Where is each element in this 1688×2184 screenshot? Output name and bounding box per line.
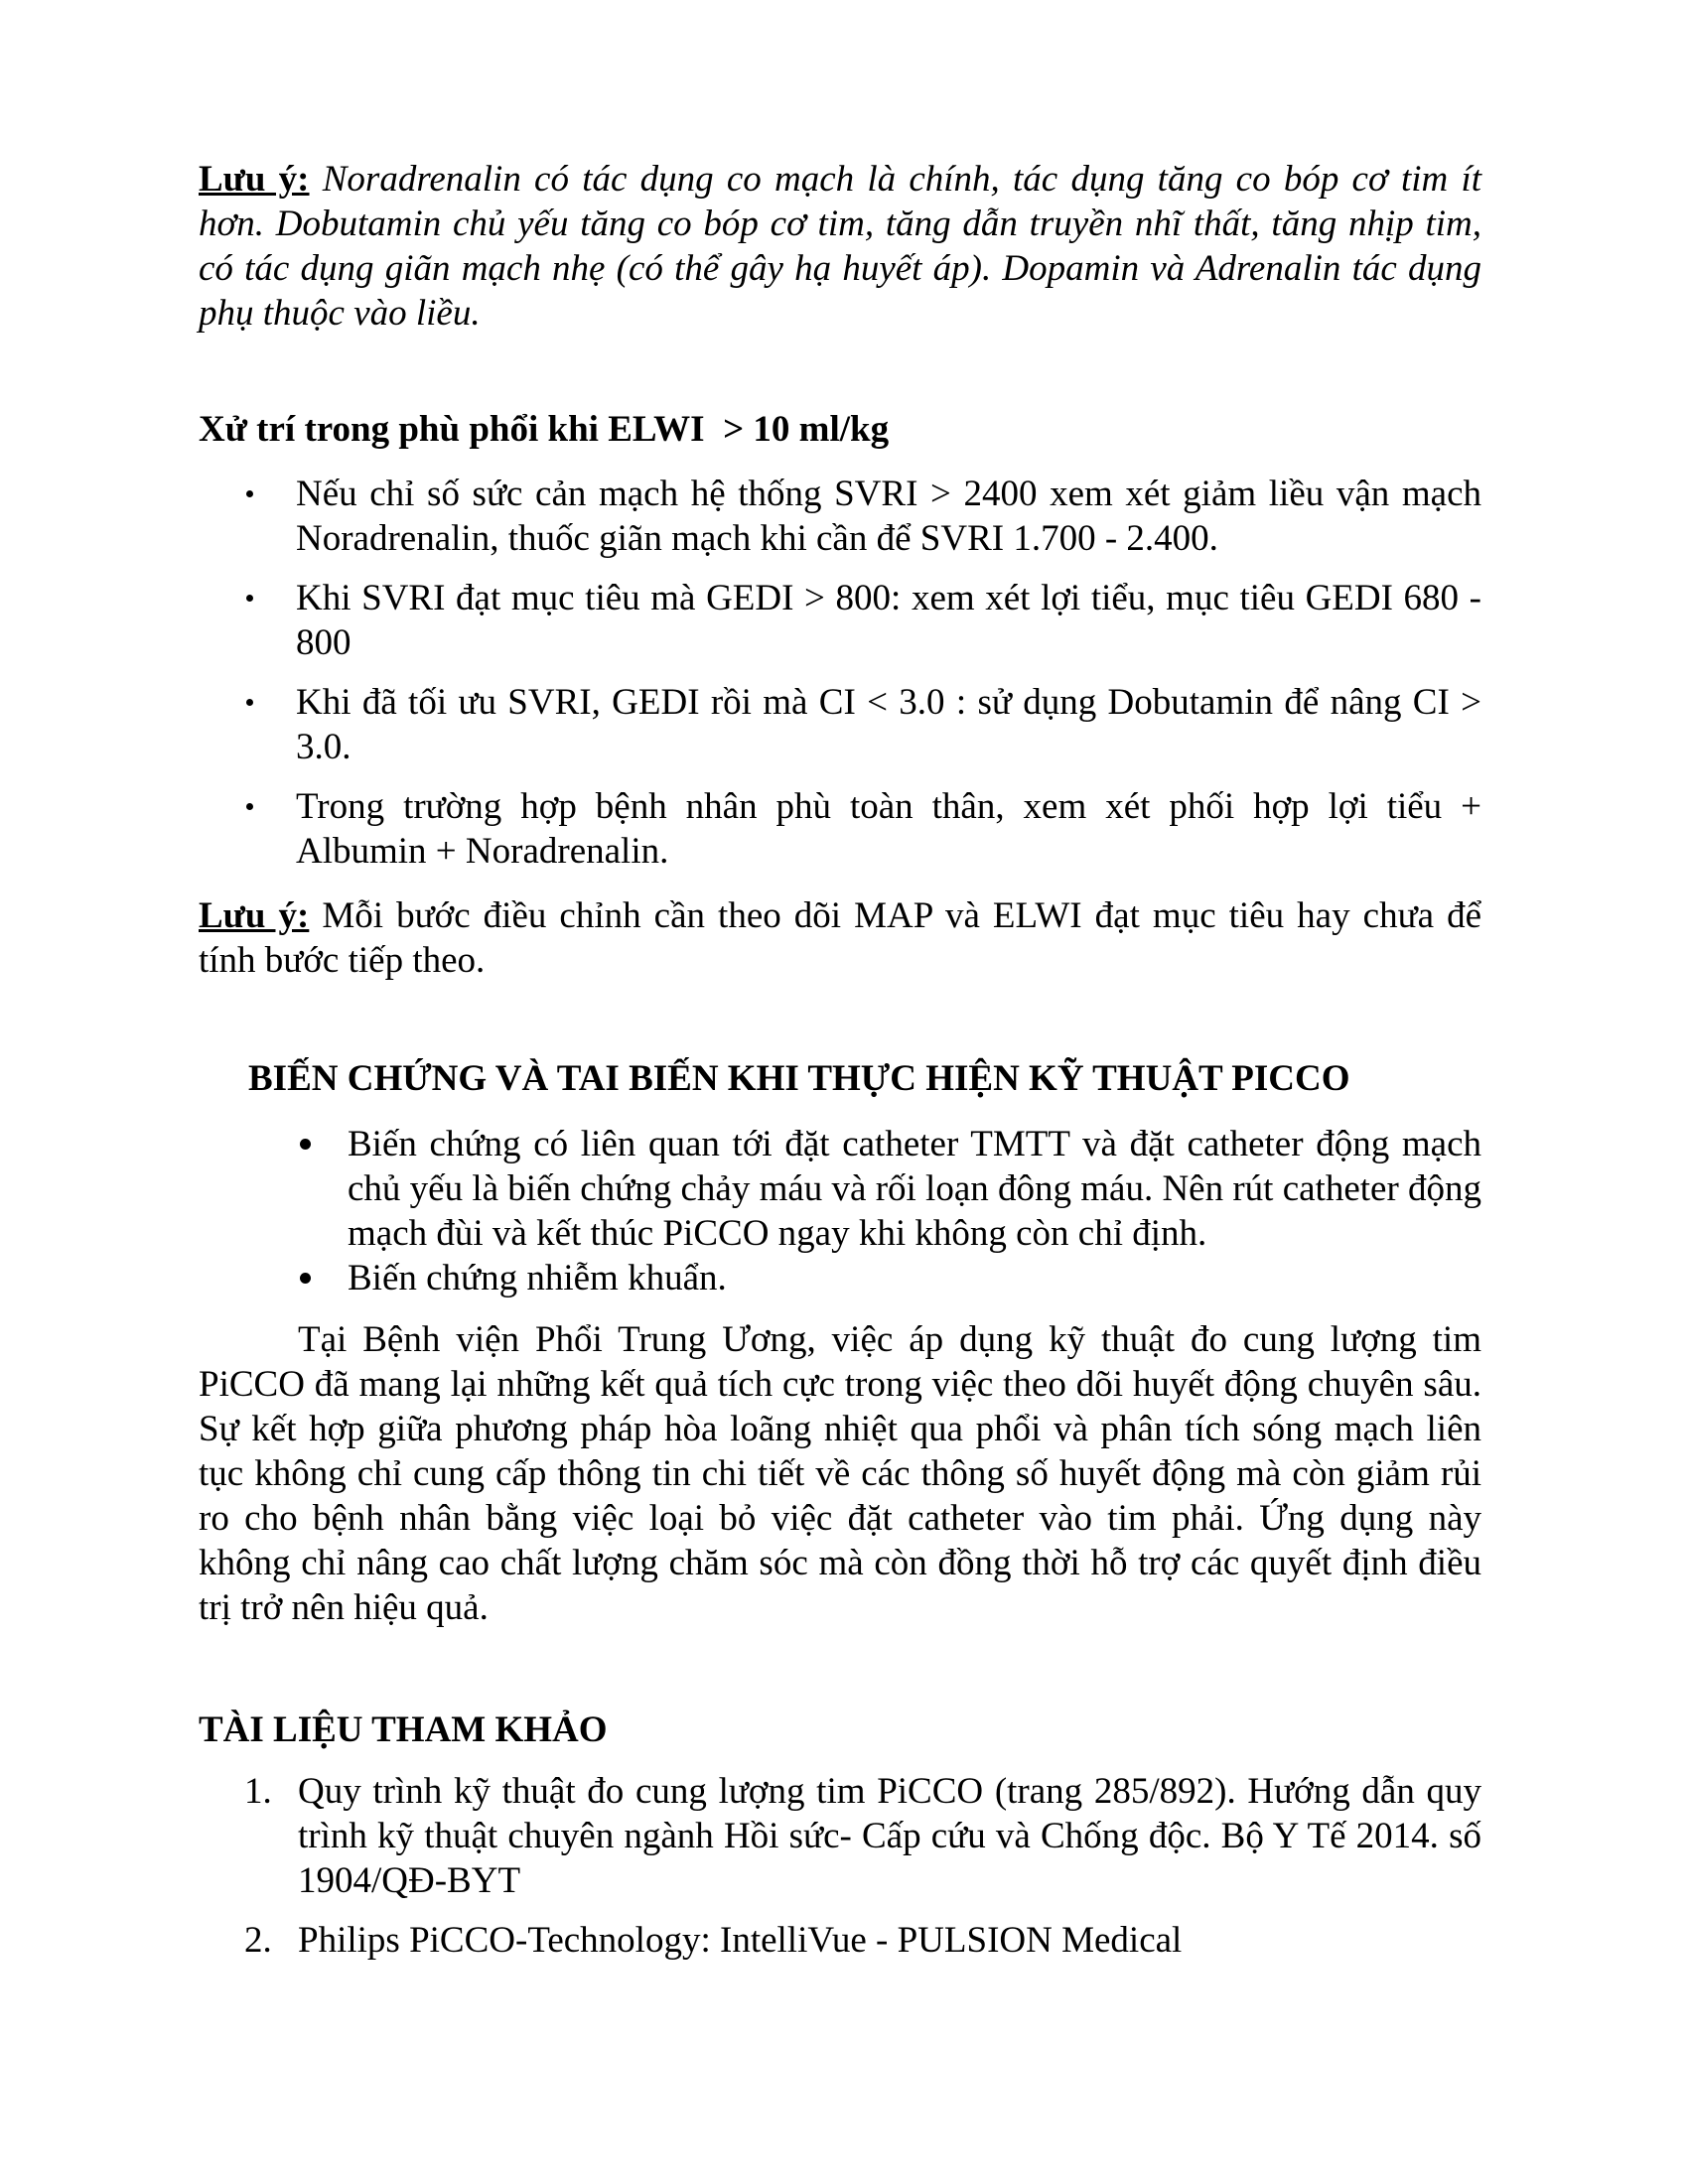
list-item-text: Khi đã tối ưu SVRI, GEDI rồi mà CI < 3.0 : sử dụng Dobutamin để nâng CI > 3.0.	[296, 682, 1481, 767]
list-item	[248, 1256, 1481, 1300]
bullet-icon	[246, 803, 253, 810]
bullet-icon	[246, 595, 253, 602]
list-item-text: Trong trường hợp bệnh nhân phù toàn thân, xem xét phối hợp lợi tiểu + Albumin + Noradrenalin.	[296, 786, 1481, 872]
reference-text: Quy trình kỹ thuật đo cung lượng tim PiCCO (trang 285/892). Hướng dẫn quy trình kỹ thuật chuyên ngành Hồi sức- Cấp cứu và Chống độc. Bộ Y Tế 2014. số 1904/QĐ-BYT	[298, 1771, 1481, 1901]
reference-text: Philips PiCCO-Technology: IntelliVue - PULSION Medical	[298, 1920, 1183, 1961]
list-item-text: Biến chứng nhiễm khuẩn.	[348, 1258, 727, 1298]
bullet-icon	[246, 699, 253, 706]
bullet-icon	[300, 1139, 311, 1150]
note-monitoring	[199, 893, 1481, 983]
bullet-icon	[246, 490, 253, 497]
bullet-icon	[300, 1273, 311, 1284]
note-label: Lưu ý:	[199, 895, 310, 936]
heading-references: TÀI LIỆU THAM KHẢO	[199, 1709, 608, 1750]
reference-number: 1.	[244, 1771, 272, 1812]
list-item-text: Nếu chỉ số sức cản mạch hệ thống SVRI > 2400 xem xét giảm liều vận mạch Noradrenalin, thuốc giãn mạch khi cần để SVRI 1.700 - 2.400.	[296, 474, 1481, 559]
reference-number: 2.	[244, 1920, 272, 1961]
note-text: Mỗi bước điều chỉnh cần theo dõi MAP và ELWI đạt mục tiêu hay chưa để tính bước tiếp theo.	[199, 895, 1482, 981]
heading-complications: BIẾN CHỨNG VÀ TAI BIẾN KHI THỰC HIỆN KỸ THUẬT PICCO	[248, 1058, 1350, 1099]
list-item	[199, 576, 1481, 665]
list-item	[199, 472, 1481, 561]
reference-item	[199, 1918, 1481, 1963]
list-item	[248, 1122, 1481, 1256]
reference-item	[199, 1769, 1481, 1903]
heading-elwi-management: Xử trí trong phù phổi khi ELWI > 10 ml/kg	[199, 409, 890, 450]
references-list	[199, 1769, 1481, 1978]
list-item-text: Biến chứng có liên quan tới đặt catheter TMTT và đặt catheter động mạch chủ yếu là biến chứng chảy máu và rối loạn đông máu. Nên rút catheter động mạch đùi và kết thúc PiCCO ngay khi không còn chỉ định.	[348, 1124, 1482, 1254]
list-item	[199, 784, 1481, 874]
complications-bullet-list	[248, 1122, 1481, 1300]
summary-paragraph: Tại Bệnh viện Phổi Trung Ương, việc áp dụng kỹ thuật đo cung lượng tim PiCCO đã mang lại những kết quả tích cực trong việc theo dõi huyết động chuyên sâu. Sự kết hợp giữa phương pháp hòa loãng nhiệt qua phổi và phân tích sóng mạch liên tục không chỉ cung cấp thông tin chi tiết về các thông số huyết động mà còn giảm rủi ro cho bệnh nhân bằng việc loại bỏ việc đặt catheter vào tim phải. Ứng dụng này không chỉ nâng cao chất lượng chăm sóc mà còn đồng thời hỗ trợ các quyết định điều trị trở nên hiệu quả.	[199, 1319, 1481, 1628]
list-item	[199, 680, 1481, 769]
note-drugs	[199, 157, 1481, 336]
note-label: Lưu ý:	[199, 159, 310, 200]
note-text: Noradrenalin có tác dụng co mạch là chính, tác dụng tăng co bóp cơ tim ít hơn. Dobutamin chủ yếu tăng co bóp cơ tim, tăng dẫn truyền nhĩ thất, tăng nhịp tim, có tác dụng giãn mạch nhẹ (có thể gây hạ huyết áp). Dopamin và Adrenalin tác dụng phụ thuộc vào liều.	[199, 159, 1482, 334]
list-item-text: Khi SVRI đạt mục tiêu mà GEDI > 800: xem xét lợi tiểu, mục tiêu GEDI 680 - 800	[296, 578, 1481, 663]
elwi-bullet-list	[199, 472, 1481, 888]
